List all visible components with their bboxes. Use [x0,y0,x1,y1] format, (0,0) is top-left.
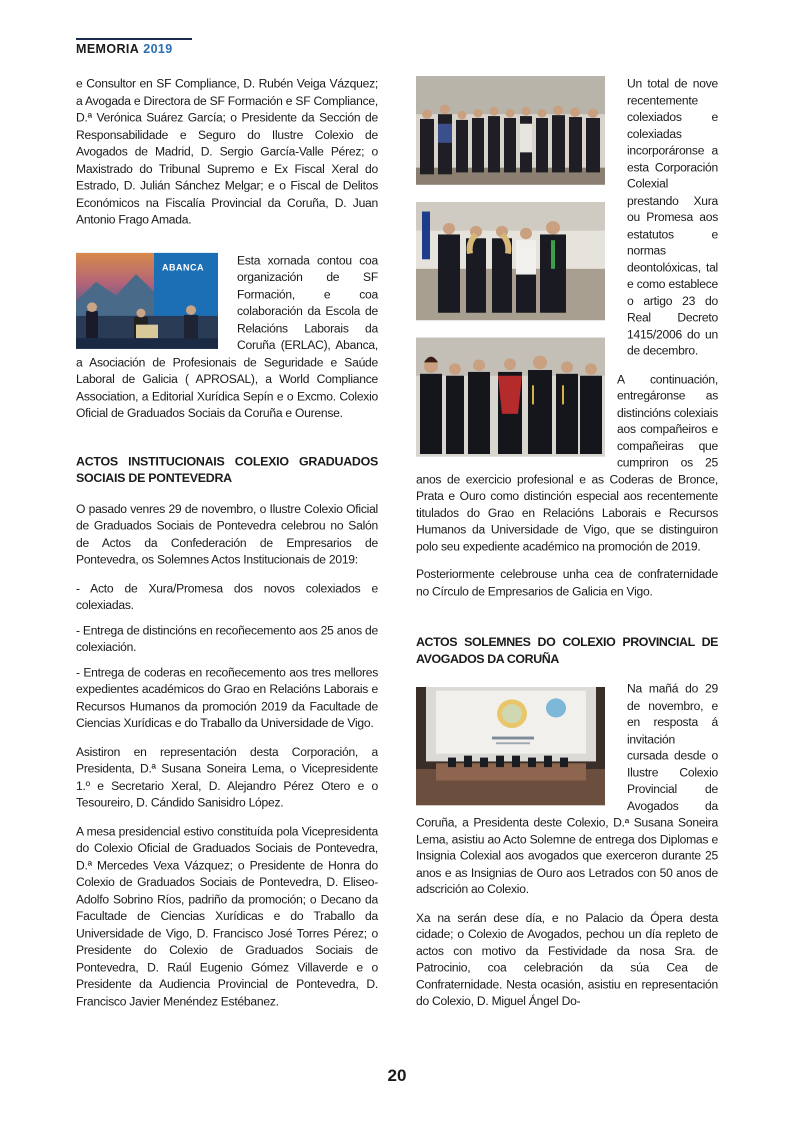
header-title [76,42,192,56]
left-paragraph-4: - Acto de Xura/Promesa dos novos colexiados e colexiadas. [76,581,378,613]
header-title-text: MEMORIA [76,42,140,56]
section-heading-pontevedra: ACTOS INSTITUCIONAIS COLEXIO GRADUADOS SOCIAIS DE PONTEVEDRA [76,454,378,485]
left-paragraph-7: Asistiron en representación desta Corporación, a Presidenta, D.ª Susana Soneira Lema, o Vicepresidente 1.º e Secretario Xeral, D. Alejandro Pérez Otero e o Tesoureiro, D. Cándido Sanisidro López. [76,744,378,810]
right-paragraph-2: A continuación, entregáronse as distincións colexiais aos compañeiros e compañeiras que cumpriron os 25 anos de exercicio profesional e as Coderas de Bronce, Prata e Ouro como distinción especial aos recentemente titulados do Grao en Relacións Laborais e Recursos Humanos da Universidade de Vigo, que se distinguiron polo seu expediente académico na promoción de 2019. [416,372,718,553]
ceremony-stage-photo [416,687,605,805]
right-paragraph-5: Xa na serán dese día, e no Palacio da Ópera desta cidade; o Colexio de Avogados, pechou un día repleto de actos con motivo da Festividade da nosa Sra. de Patrocinio, coa celebración da súa Cea de Confraternidade. Nesta ocasión, asistiu en representación do Colexio, D. Miguel Ángel Do- [416,910,718,1008]
right-column [416,76,718,1022]
group-photo-awardees [416,338,605,457]
left-column [76,76,378,1022]
group-photo-officials [416,202,605,320]
group-photo-new-members [416,76,605,185]
page-header [76,38,192,56]
left-paragraph-3: O pasado venres 29 de novembro, o Ilustre Colexio Oficial de Graduados Sociais de Pontevedra celebrou no Salón de Actos da Confederación de Empresarios de Pontevedra, os Solemnes Actos Institucionais de 2019: [76,501,378,567]
left-paragraph-5: - Entrega de distincións en recoñecemento aos 25 anos de colexiación. [76,623,378,654]
left-paragraph-2: Esta xornada contou coa organización de SF Formación, e coa colaboración da Escola de Relacións Laborais da Coruña (ERLAC), Abanca, a Asociación de Profesionais de Seguridade e Saúde Laboral de Galicia ( APROSAL), a World Compliance Association, a Editorial Xurídica Sepín e o Excmo. Colexio Oficial de Graduados Sociais da Coruña e Ourense. [76,253,378,420]
right-paragraph-1: Un total de nove recentemente colexiados e colexiadas incorporáronse a esta Corporación Colexial prestando Xura ou Promesa aos estatutos e normas deontolóxicas, tal e como establece o artigo 23 do Real Decreto 1415/2006 do un de decembro. [627,76,718,358]
header-rule [76,38,192,40]
photo-banner-text: ABANCA [162,262,204,272]
left-paragraph-1: e Consultor en SF Compliance, D. Rubén Veiga Vázquez; a Avogada e Directora de SF Formación e SF Compliance, D.ª Verónica Suárez García; o Presidente da Sección de Responsabilidade e Seguro do Ilustre Colexio de Avogados de Madrid, D. Sergio García-Valle Pérez; o Maxistrado do Tribunal Supremo e Ex Fiscal Xeral do Estrado, D. Julián Sánchez Melgar; e o Fiscal de Delitos Económicos na Fiscalía Provincial da Coruña, D. Juan Antonio Frago Amada. [76,76,378,227]
section-heading-coruna: ACTOS SOLEMNES DO COLEXIO PROVINCIAL DE AVOGADOS DA CORUÑA [416,635,718,666]
right-paragraph-4: Na mañá do 29 de novembro, e en resposta á invitación cursada desde o Ilustre Colexio Provincial de Avogados da Coruña, a Presidenta deste Colexio, D.ª Susana Soneira Lema, asistiu ao Acto Solemne de entrega dos Diplomas e Insignia Colexial aos avogados que exerceron durante 25 anos e as Insignias de Ouro aos Letrados con 50 anos de adscrición ao Colexio. [416,682,718,897]
left-paragraph-6: - Entrega de coderas en recoñecemento aos tres mellores expedientes académicos do Grao en Relacións Laborais e Recursos Humanos da promoción 2019 da Facultade de Ciencias Xurídicas e do Traballo da Universidade de Vigo. [76,665,378,730]
seminar-panel-photo [76,252,218,348]
right-paragraph-3: Posteriormente celebrouse unha cea de confraternidade no Círculo de Empresarios de Galicia en Vigo. [416,567,718,598]
page-number: 20 [387,1066,407,1085]
left-paragraph-8: A mesa presidencial estivo constituída pola Vicepresidenta do Colexio Oficial de Graduados Sociais de Pontevedra, D.ª Mercedes Vexa Vázquez; o Presidente de Honra do Colexio de Graduados Sociais de Pontevedra, D. Eliseo-Adolfo Sobrino Ríos, padriño da promoción; o Decano da Facultade de Ciencias Xurídicas e do Traballo da Universidade de Vigo, D. Francisco José Torres Pérez; o Presidente do Colexio de Graduados Sociais de Pontevedra, D. Raúl Eugenio Gómez Villaverde e o Presidente da Audiencia Provincial de Pontevedra, D. Francisco Javier Menéndez Estébanez. [76,824,378,1008]
header-year: 2019 [143,42,173,56]
